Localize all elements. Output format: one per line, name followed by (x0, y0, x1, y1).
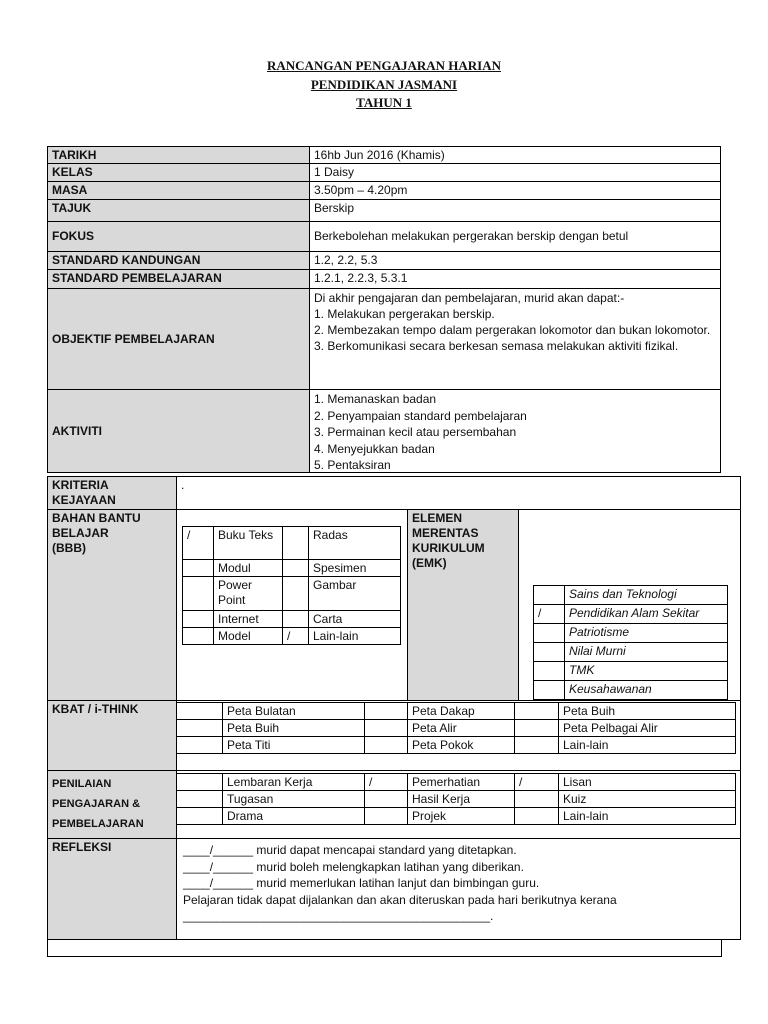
penilaian-cell-r1-c5: / (514, 773, 559, 791)
objektif-label-text: OBJEKTIF PEMBELAJARAN (52, 331, 215, 346)
kbat-cell-r2-c3 (364, 719, 408, 737)
penilaian-cell-r3-c6: Lain-lain (558, 807, 736, 825)
emk-item-3: Patriotisme (564, 623, 728, 643)
bbb-mark-2a (182, 559, 214, 577)
tajuk-value: Berskip (309, 199, 721, 222)
bbb-label-2: BELAJAR (52, 526, 109, 540)
kbat-label: KBAT / i-THINK (47, 700, 177, 771)
objektif-value (309, 288, 721, 390)
penilaian-label-3: PEMBELAJARAN (52, 818, 144, 830)
penilaian-cell-r1-c3: / (364, 773, 408, 791)
kbat-cell-r2-c1 (176, 719, 223, 737)
sp-label: STANDARD PEMBELAJARAN (47, 269, 310, 289)
kbat-cell-r3-c4: Peta Pokok (407, 736, 515, 754)
emk-label-2: MERENTAS (412, 526, 479, 540)
kbat-cell-r1-c6: Peta Buih (558, 702, 736, 720)
aktiviti-item-4: 4. Menyejukkan badan (314, 441, 435, 456)
emk-item-1: Sains dan Teknologi (564, 585, 728, 605)
emk-mark-6 (533, 680, 565, 700)
penilaian-cell-r3-c4: Projek (407, 807, 515, 825)
penilaian-cell-r1-c6: Lisan (558, 773, 736, 791)
tarikh-label: TARIKH (47, 146, 310, 164)
penilaian-cell-r2-c6: Kuiz (558, 790, 736, 808)
aktiviti-label-text: AKTIVITI (52, 423, 102, 438)
bbb-label-3: (BBB) (52, 541, 86, 555)
penilaian-cell-r2-c1 (176, 790, 223, 808)
kriteria-label-2: KEJAYAAN (52, 493, 116, 507)
refleksi-line-5: ______________________________________________. (183, 909, 494, 923)
fokus-value (309, 221, 721, 252)
bbb-item-5a: Model (213, 627, 283, 645)
bbb-mark-1a: / (182, 526, 214, 560)
emk-item-2: Pendidikan Alam Sekitar (564, 604, 728, 624)
refleksi-line-2: ____/______ murid boleh melengkapkan latihan yang diberikan. (183, 859, 524, 874)
kelas-value: 1 Daisy (309, 163, 721, 182)
penilaian-label-1: PENILAIAN (52, 778, 112, 790)
sk-value: 1.2, 2.2, 5.3 (309, 251, 721, 270)
blank-row (47, 939, 722, 957)
kbat-cell-r2-c5 (514, 719, 559, 737)
bbb-item-4b: Carta (308, 610, 401, 628)
bbb-item-3a: Power Point (213, 576, 283, 611)
aktiviti-item-3: 3. Permainan kecil atau persembahan (314, 425, 517, 439)
tarikh-value: 16hb Jun 2016 (Khamis) (309, 146, 721, 164)
aktiviti-label (47, 389, 310, 473)
kbat-cell-r1-c4: Peta Dakap (407, 702, 515, 720)
fokus-label-text: FOKUS (52, 229, 94, 243)
bbb-mark-3b (282, 576, 309, 611)
bbb-item-5b: Lain-lain (308, 627, 401, 645)
objektif-item-2: 2. Membezakan tempo dalam pergerakan lokomotor dan bukan lokomotor. (314, 323, 711, 337)
year-title: TAHUN 1 (356, 95, 412, 110)
emk-mark-2: / (533, 604, 565, 624)
bbb-item-2a: Modul (213, 559, 283, 577)
kbat-cell-r1-c2: Peta Bulatan (222, 702, 365, 720)
masa-value: 3.50pm – 4.20pm (309, 181, 721, 200)
kbat-cell-r3-c2: Peta Titi (222, 736, 365, 754)
penilaian-cell-r1-c1 (176, 773, 223, 791)
kbat-cell-r1-c5 (514, 702, 559, 720)
kbat-cell-r1-c1 (176, 702, 223, 720)
bbb-mark-1b (282, 526, 309, 560)
emk-item-5: TMK (564, 661, 728, 681)
page-title: RANCANGAN PENGAJARAN HARIAN (267, 58, 501, 73)
objektif-intro: Di akhir pengajaran dan pembelajaran, murid akan dapat:- (314, 291, 625, 305)
emk-mark-3 (533, 623, 565, 643)
penilaian-cell-r3-c2: Drama (222, 807, 365, 825)
bbb-item-2b: Spesimen (308, 559, 401, 577)
bbb-item-1a: Buku Teks (213, 526, 283, 560)
tajuk-label: TAJUK (47, 199, 310, 222)
kelas-label: KELAS (47, 163, 310, 182)
refleksi-line-3: ____/______ murid memerlukan latihan lanjut dan bimbingan guru. (183, 876, 540, 890)
bbb-mark-2b (282, 559, 309, 577)
refleksi-label: REFLEKSI (47, 838, 177, 940)
fokus-value-text: Berkebolehan melakukan pergerakan berskip dengan betul (314, 229, 629, 243)
sk-label: STANDARD KANDUNGAN (47, 251, 310, 270)
subject-title: PENDIDIKAN JASMANI (310, 77, 458, 92)
aktiviti-value (309, 389, 721, 473)
bbb-item-3b: Gambar (308, 576, 401, 611)
sp-value: 1.2.1, 2.2.3, 5.3.1 (309, 269, 721, 289)
penilaian-cell-r3-c5 (514, 807, 559, 825)
masa-label: MASA (47, 181, 310, 200)
emk-label (407, 509, 519, 701)
aktiviti-item-1: 1. Memanaskan badan (314, 392, 437, 406)
aktiviti-item-5: 5. Pentaksiran (314, 458, 391, 472)
refleksi-area (176, 838, 741, 940)
bbb-mark-5a (182, 627, 214, 645)
emk-item-4: Nilai Murni (564, 642, 728, 662)
bbb-mark-4b (282, 610, 309, 628)
kbat-cell-r1-c3 (364, 702, 408, 720)
aktiviti-item-2: 2. Penyampaian standard pembelajaran (314, 408, 527, 423)
objektif-item-3: 3. Berkomunikasi secara berkesan semasa melakukan aktiviti fizikal. (314, 339, 679, 353)
emk-label-3: KURIKULUM (412, 541, 485, 555)
kbat-cell-r3-c3 (364, 736, 408, 754)
bbb-mark-5b: / (282, 627, 309, 645)
emk-label-4: (EMK) (412, 556, 447, 570)
kbat-cell-r2-c6: Peta Pelbagai Alir (558, 719, 736, 737)
emk-mark-5 (533, 661, 565, 681)
refleksi-line-1: ____/______ murid dapat mencapai standard yang ditetapkan. (183, 843, 517, 857)
penilaian-label (47, 770, 177, 839)
penilaian-cell-r1-c4: Pemerhatian (407, 773, 515, 791)
kbat-cell-r3-c1 (176, 736, 223, 754)
refleksi-line-4: Pelajaran tidak dapat dijalankan dan akan diteruskan pada hari berikutnya kerana (183, 892, 617, 907)
fokus-label (47, 221, 310, 252)
penilaian-cell-r2-c5 (514, 790, 559, 808)
bbb-item-1b: Radas (308, 526, 401, 560)
kbat-cell-r3-c5 (514, 736, 559, 754)
bbb-mark-4a (182, 610, 214, 628)
kriteria-label (47, 476, 177, 510)
kbat-cell-r3-c6: Lain-lain (558, 736, 736, 754)
emk-mark-1 (533, 585, 565, 605)
kbat-cell-r2-c4: Peta Alir (407, 719, 515, 737)
penilaian-cell-r2-c4: Hasil Kerja (407, 790, 515, 808)
penilaian-cell-r2-c2: Tugasan (222, 790, 365, 808)
emk-item-6: Keusahawanan (564, 680, 728, 700)
penilaian-cell-r3-c1 (176, 807, 223, 825)
penilaian-label-2: PENGAJARAN & (52, 798, 141, 810)
objektif-label (47, 288, 310, 390)
emk-label-1: ELEMEN (412, 511, 463, 525)
kriteria-label-1: KRITERIA (52, 478, 109, 492)
objektif-item-1: 1. Melakukan pergerakan berskip. (314, 307, 495, 321)
bbb-mark-3a (182, 576, 214, 611)
emk-mark-4 (533, 642, 565, 662)
kbat-cell-r2-c2: Peta Buih (222, 719, 365, 737)
kriteria-value: . (176, 476, 741, 510)
bbb-item-4a: Internet (213, 610, 283, 628)
penilaian-cell-r2-c3 (364, 790, 408, 808)
bbb-label (47, 509, 177, 701)
bbb-label-1: BAHAN BANTU (52, 511, 141, 525)
penilaian-cell-r3-c3 (364, 807, 408, 825)
penilaian-cell-r1-c2: Lembaran Kerja (222, 773, 365, 791)
